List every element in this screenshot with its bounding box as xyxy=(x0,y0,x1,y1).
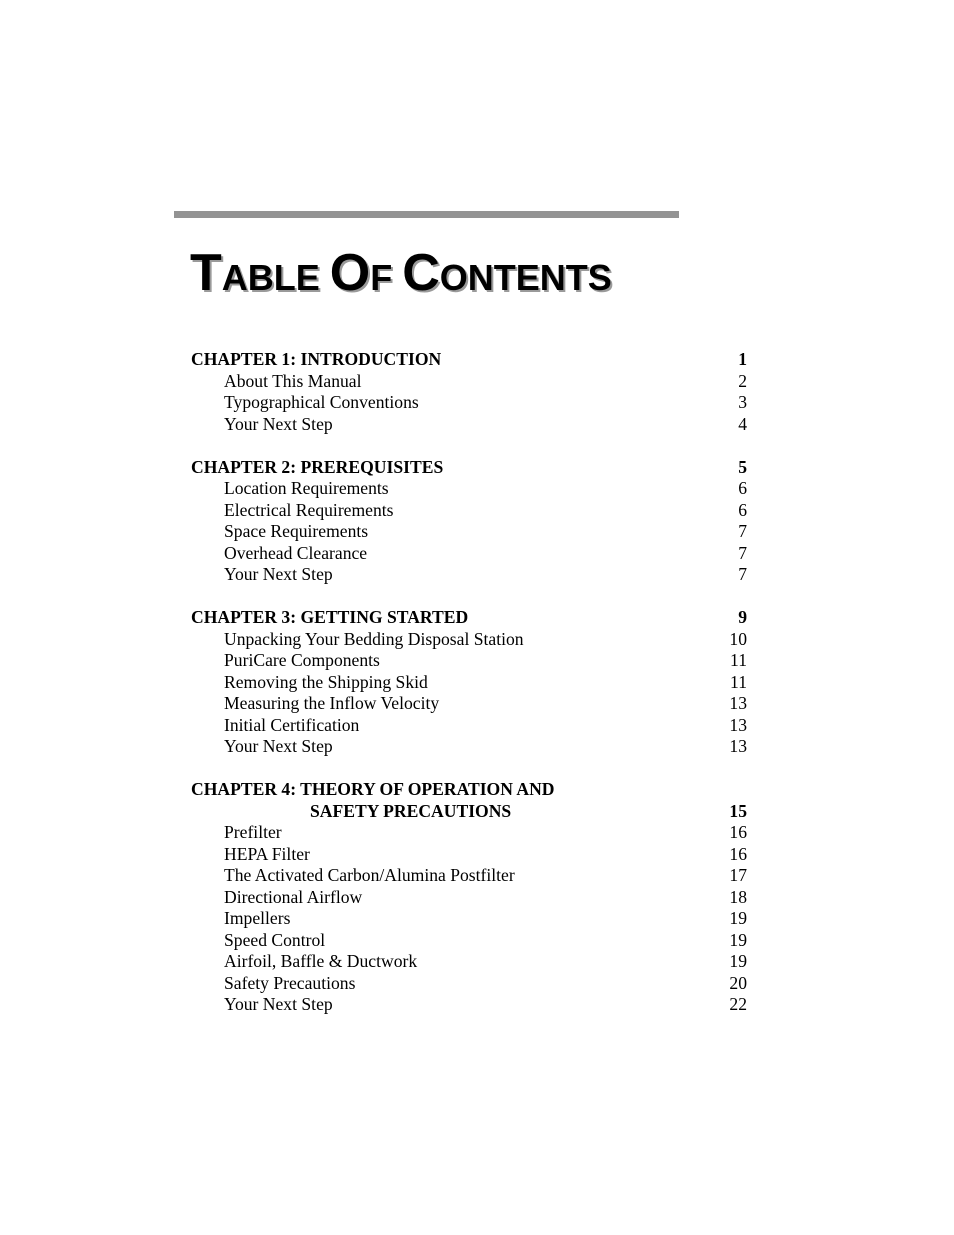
toc-entry[interactable]: Initial Certification 13 xyxy=(224,714,747,735)
header-rule xyxy=(174,211,679,218)
toc-entry[interactable]: Prefilter 16 xyxy=(224,822,747,842)
page-number: 17 xyxy=(729,865,747,885)
toc-chapter-heading[interactable]: CHAPTER 2: PREREQUISITES 5 xyxy=(191,456,747,477)
toc-chapter-1 xyxy=(191,349,751,435)
toc-entry[interactable]: Your Next Step 22 xyxy=(224,994,747,1014)
toc-entry[interactable]: Safety Precautions 20 xyxy=(224,972,747,993)
page-number: 19 xyxy=(729,908,747,928)
page-title: TABLE OF CONTENTS xyxy=(190,244,612,302)
page-number: 10 xyxy=(729,628,747,649)
toc-entry[interactable]: Removing the Shipping Skid 11 xyxy=(224,671,747,692)
page-number: 2 xyxy=(738,370,747,391)
page-number: 15 xyxy=(729,800,747,821)
toc-entry[interactable]: The Activated Carbon/Alumina Postfilter 17 xyxy=(224,865,747,885)
toc-entry[interactable]: Location Requirements 6 xyxy=(224,478,747,498)
toc-chapter-heading-continued[interactable]: SAFETY PRECAUTIONS 15 xyxy=(310,800,747,821)
toc-entry[interactable]: Impellers 19 xyxy=(224,908,747,928)
toc-chapter-heading[interactable]: CHAPTER 1: INTRODUCTION 1 xyxy=(191,349,747,369)
page-number: 3 xyxy=(738,392,747,412)
page-number: 16 xyxy=(729,843,747,864)
page-number: 7 xyxy=(738,521,747,541)
toc-entry[interactable]: HEPA Filter 16 xyxy=(224,843,747,864)
page-number: 11 xyxy=(730,650,747,670)
toc-entry[interactable]: Your Next Step 13 xyxy=(224,736,747,756)
toc-entry[interactable]: Typographical Conventions 3 xyxy=(224,392,747,412)
page-number: 7 xyxy=(738,564,747,584)
page-number: 22 xyxy=(729,994,747,1014)
toc-chapter-4 xyxy=(191,779,751,1016)
page-number: 5 xyxy=(738,456,747,477)
page-number: 18 xyxy=(729,886,747,907)
toc-entry[interactable]: Electrical Requirements 6 xyxy=(224,499,747,520)
page-number: 20 xyxy=(729,972,747,993)
page-number: 9 xyxy=(738,607,747,627)
page-number: 11 xyxy=(730,671,747,692)
page-number: 6 xyxy=(738,499,747,520)
toc-entry[interactable]: Your Next Step 7 xyxy=(224,564,747,584)
toc-chapter-2 xyxy=(191,457,751,586)
page-number: 16 xyxy=(729,822,747,842)
toc-entry[interactable]: About This Manual 2 xyxy=(224,370,747,391)
toc-chapter-3 xyxy=(191,607,751,758)
toc-entry[interactable]: Speed Control 19 xyxy=(224,929,747,950)
page-number: 13 xyxy=(729,714,747,735)
toc-entry[interactable]: Your Next Step 4 xyxy=(224,413,747,434)
page-number: 13 xyxy=(729,736,747,756)
page-number: 13 xyxy=(729,693,747,713)
page-number: 6 xyxy=(738,478,747,498)
page-number: 19 xyxy=(729,929,747,950)
toc-entry[interactable]: PuriCare Components 11 xyxy=(224,650,747,670)
toc-entry[interactable]: Space Requirements 7 xyxy=(224,521,747,541)
page-number: 1 xyxy=(738,349,747,369)
page-number: 4 xyxy=(738,413,747,434)
toc-entry[interactable]: Airfoil, Baffle & Ductwork 19 xyxy=(224,951,747,971)
toc-entry[interactable]: Directional Airflow 18 xyxy=(224,886,747,907)
toc-entry[interactable]: Measuring the Inflow Velocity 13 xyxy=(224,693,747,713)
table-of-contents xyxy=(191,349,751,1037)
toc-chapter-heading[interactable]: CHAPTER 3: GETTING STARTED 9 xyxy=(191,607,747,627)
page-number: 7 xyxy=(738,542,747,563)
toc-entry[interactable]: Overhead Clearance 7 xyxy=(224,542,747,563)
page-number: 19 xyxy=(729,951,747,971)
toc-chapter-heading[interactable]: CHAPTER 4: THEORY OF OPERATION AND xyxy=(191,779,555,799)
toc-entry[interactable]: Unpacking Your Bedding Disposal Station 10 xyxy=(224,628,747,649)
